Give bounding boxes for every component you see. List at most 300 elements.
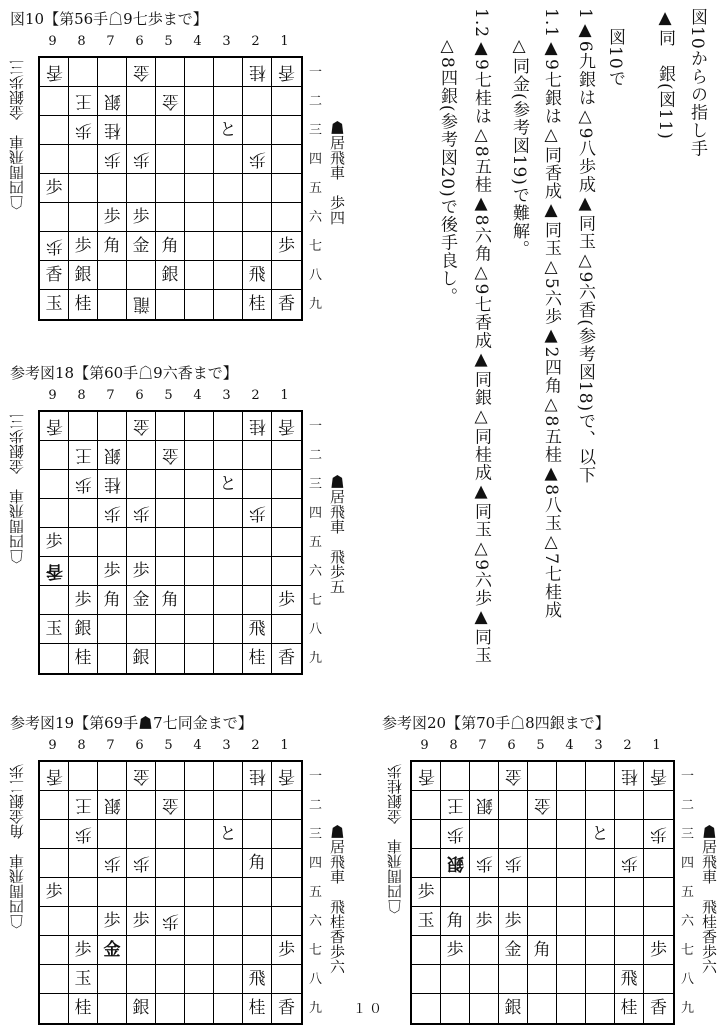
board-square bbox=[69, 470, 98, 499]
board-square bbox=[470, 907, 499, 936]
board-square bbox=[615, 820, 644, 849]
file-label: 7 bbox=[106, 738, 115, 753]
board-square bbox=[185, 232, 214, 261]
board-square bbox=[644, 849, 673, 878]
board-square bbox=[69, 499, 98, 528]
board-square bbox=[185, 174, 214, 203]
board-square bbox=[40, 232, 69, 261]
rank-label: 一 bbox=[309, 769, 323, 784]
gote-piece: 金 bbox=[161, 795, 179, 815]
board-square bbox=[40, 965, 69, 994]
board-square bbox=[272, 116, 301, 145]
sente-piece: 銀 bbox=[132, 648, 150, 668]
board-square bbox=[185, 203, 214, 232]
file-labels bbox=[410, 738, 671, 753]
gote-piece: 龍 bbox=[132, 294, 150, 314]
sente-piece: 歩 bbox=[74, 940, 92, 960]
board-square bbox=[156, 203, 185, 232]
board-square bbox=[243, 528, 272, 557]
sente-hand: ☗居飛車 飛桂香歩六 bbox=[328, 824, 346, 974]
board-square bbox=[69, 644, 98, 673]
board-square bbox=[528, 994, 557, 1023]
file-label: 9 bbox=[420, 738, 429, 753]
board-square bbox=[243, 145, 272, 174]
board-square bbox=[69, 145, 98, 174]
board-square bbox=[185, 878, 214, 907]
board-square bbox=[69, 965, 98, 994]
board-square bbox=[412, 762, 441, 791]
board-square bbox=[615, 849, 644, 878]
gote-piece: 歩 bbox=[132, 503, 150, 523]
board-square bbox=[412, 994, 441, 1023]
gote-piece: 香 bbox=[45, 416, 63, 436]
board-square bbox=[243, 470, 272, 499]
board-square bbox=[644, 965, 673, 994]
gote-piece: 歩 bbox=[103, 149, 121, 169]
board-square bbox=[615, 965, 644, 994]
board-square bbox=[557, 849, 586, 878]
board-square bbox=[98, 849, 127, 878]
board-square bbox=[40, 907, 69, 936]
board-square bbox=[98, 644, 127, 673]
board-square bbox=[127, 849, 156, 878]
board-square bbox=[98, 528, 127, 557]
board-square bbox=[156, 557, 185, 586]
board-square bbox=[557, 965, 586, 994]
board-square bbox=[69, 116, 98, 145]
board-square bbox=[98, 116, 127, 145]
gote-piece: 銀 bbox=[446, 853, 464, 873]
board-square bbox=[470, 994, 499, 1023]
board-square bbox=[185, 936, 214, 965]
board-square bbox=[156, 174, 185, 203]
board-square bbox=[185, 791, 214, 820]
file-label: 3 bbox=[222, 738, 231, 753]
board-square bbox=[470, 820, 499, 849]
rank-label: 八 bbox=[309, 268, 323, 283]
board-square bbox=[185, 58, 214, 87]
sente-piece: 銀 bbox=[74, 619, 92, 639]
board-square bbox=[40, 412, 69, 441]
gote-piece: 歩 bbox=[132, 149, 150, 169]
board-square bbox=[156, 412, 185, 441]
board-square bbox=[499, 849, 528, 878]
board-square bbox=[98, 232, 127, 261]
board-square bbox=[441, 878, 470, 907]
file-label: 2 bbox=[251, 34, 260, 49]
sente-piece: 歩 bbox=[103, 561, 121, 581]
board-square bbox=[156, 849, 185, 878]
rank-label: 六 bbox=[309, 564, 323, 579]
gote-piece: 歩 bbox=[74, 824, 92, 844]
gote-piece: 香 bbox=[278, 62, 295, 82]
board-square bbox=[156, 586, 185, 615]
board-square bbox=[412, 820, 441, 849]
board-square bbox=[243, 412, 272, 441]
file-label: 9 bbox=[48, 388, 57, 403]
gote-piece: 歩 bbox=[161, 911, 179, 931]
board-square bbox=[69, 878, 98, 907]
board-square bbox=[127, 203, 156, 232]
board-square bbox=[214, 994, 243, 1023]
board-square bbox=[98, 965, 127, 994]
board-square bbox=[615, 936, 644, 965]
gote-piece: 香 bbox=[650, 766, 667, 786]
sente-piece: 香 bbox=[278, 998, 295, 1018]
commentary-line-7: 1.2▲9七桂は△8五桂▲8六角△9七香成▲同銀△同桂成▲同玉△9六歩▲同玉 bbox=[471, 8, 491, 665]
board-square bbox=[156, 994, 185, 1023]
sente-piece: 金 bbox=[132, 590, 150, 610]
board-square bbox=[243, 203, 272, 232]
board-square bbox=[586, 936, 615, 965]
board-square bbox=[272, 994, 301, 1023]
board-square bbox=[127, 907, 156, 936]
file-label: 6 bbox=[507, 738, 516, 753]
sente-piece: 歩 bbox=[132, 561, 150, 581]
board-square bbox=[40, 87, 69, 116]
board-square bbox=[40, 145, 69, 174]
board-square bbox=[127, 441, 156, 470]
board-square bbox=[40, 644, 69, 673]
board-square bbox=[499, 965, 528, 994]
gote-piece: 桂 bbox=[620, 766, 638, 786]
gote-piece: 桂 bbox=[103, 474, 121, 494]
board-square bbox=[69, 412, 98, 441]
board-square bbox=[214, 878, 243, 907]
board-square bbox=[127, 994, 156, 1023]
rank-label: 二 bbox=[309, 448, 323, 463]
board-square bbox=[40, 261, 69, 290]
board-square bbox=[156, 145, 185, 174]
file-label: 5 bbox=[164, 34, 173, 49]
board-square bbox=[272, 441, 301, 470]
rank-label: 九 bbox=[309, 651, 323, 666]
board-square bbox=[272, 290, 301, 319]
board-square bbox=[98, 58, 127, 87]
gote-piece: 歩 bbox=[74, 120, 92, 140]
board-square bbox=[185, 528, 214, 557]
sente-piece: 銀 bbox=[161, 265, 179, 285]
board-square bbox=[644, 878, 673, 907]
board-square bbox=[243, 87, 272, 116]
board-square bbox=[528, 849, 557, 878]
board-square bbox=[214, 615, 243, 644]
file-label: 6 bbox=[135, 34, 144, 49]
rank-label: 七 bbox=[309, 943, 323, 958]
board-square bbox=[243, 174, 272, 203]
board-square bbox=[441, 820, 470, 849]
file-label: 8 bbox=[449, 738, 458, 753]
board-square bbox=[40, 936, 69, 965]
board-square bbox=[127, 586, 156, 615]
rank-label: 三 bbox=[309, 477, 323, 492]
board-square bbox=[557, 994, 586, 1023]
file-label: 4 bbox=[565, 738, 574, 753]
board-square bbox=[69, 528, 98, 557]
sente-piece: 歩 bbox=[132, 207, 150, 227]
board-square bbox=[644, 936, 673, 965]
board-square bbox=[98, 145, 127, 174]
board-square bbox=[272, 557, 301, 586]
commentary-line-8: △8四銀(参考図20)で後手良し。 bbox=[437, 36, 457, 306]
gote-piece: 金 bbox=[132, 416, 150, 436]
rank-label: 五 bbox=[681, 885, 695, 900]
board-square bbox=[40, 528, 69, 557]
board-square bbox=[528, 820, 557, 849]
board-square bbox=[156, 528, 185, 557]
sente-piece: 銀 bbox=[132, 998, 150, 1018]
board-square bbox=[214, 586, 243, 615]
board-square bbox=[441, 907, 470, 936]
sente-hand: ☗居飛車 飛桂香歩六 bbox=[700, 824, 718, 974]
rank-label: 五 bbox=[309, 885, 323, 900]
board-square bbox=[499, 791, 528, 820]
board-square bbox=[156, 116, 185, 145]
rank-label: 三 bbox=[681, 827, 695, 842]
board-square bbox=[185, 907, 214, 936]
board-square bbox=[243, 907, 272, 936]
file-label: 1 bbox=[280, 34, 289, 49]
file-label: 6 bbox=[135, 388, 144, 403]
sente-piece: 歩 bbox=[446, 940, 464, 960]
board-square bbox=[185, 261, 214, 290]
gote-piece: 銀 bbox=[103, 445, 121, 465]
page-number: １０ bbox=[353, 1002, 386, 1017]
board-square bbox=[127, 145, 156, 174]
board-square bbox=[156, 261, 185, 290]
file-label: 5 bbox=[536, 738, 545, 753]
board-square bbox=[214, 203, 243, 232]
board-square bbox=[644, 762, 673, 791]
commentary-line-4: 1▲6九銀は△9八歩成▲同玉△9六香(参考図18)で、以下 bbox=[575, 8, 595, 485]
board-square bbox=[243, 820, 272, 849]
file-label: 8 bbox=[77, 738, 86, 753]
board-square bbox=[185, 965, 214, 994]
gote-piece: 銀 bbox=[103, 91, 121, 111]
gote-piece: 金 bbox=[504, 766, 522, 786]
sente-piece: 桂 bbox=[248, 648, 266, 668]
board-square bbox=[412, 907, 441, 936]
sente-piece: 歩 bbox=[45, 532, 63, 552]
file-label: 2 bbox=[251, 738, 260, 753]
board-square bbox=[127, 762, 156, 791]
board-square bbox=[98, 441, 127, 470]
board-square bbox=[412, 849, 441, 878]
board-square bbox=[528, 907, 557, 936]
board-square bbox=[127, 290, 156, 319]
sente-piece: 桂 bbox=[74, 998, 92, 1018]
board-square bbox=[557, 762, 586, 791]
board-square bbox=[557, 791, 586, 820]
board-square bbox=[40, 203, 69, 232]
gote-piece: 桂 bbox=[103, 120, 121, 140]
board-square bbox=[40, 290, 69, 319]
rank-label: 七 bbox=[309, 593, 323, 608]
gote-piece: 金 bbox=[132, 62, 150, 82]
board-square bbox=[272, 232, 301, 261]
sente-piece: 角 bbox=[161, 236, 179, 256]
board-square bbox=[156, 878, 185, 907]
board-square bbox=[272, 145, 301, 174]
board-square bbox=[586, 791, 615, 820]
file-label: 7 bbox=[106, 34, 115, 49]
board-square bbox=[69, 820, 98, 849]
board-square bbox=[243, 965, 272, 994]
board-square bbox=[156, 87, 185, 116]
gote-piece: 歩 bbox=[248, 149, 266, 169]
board-square bbox=[214, 232, 243, 261]
board-square bbox=[40, 116, 69, 145]
board-square bbox=[127, 232, 156, 261]
gote-piece: 銀 bbox=[475, 795, 493, 815]
file-label: 3 bbox=[222, 388, 231, 403]
board-square bbox=[586, 994, 615, 1023]
board-square bbox=[272, 499, 301, 528]
board-square bbox=[69, 994, 98, 1023]
board-square bbox=[214, 441, 243, 470]
sente-piece: 歩 bbox=[132, 911, 150, 931]
sente-piece: 桂 bbox=[248, 294, 266, 314]
board-square bbox=[272, 174, 301, 203]
gote-piece: 金 bbox=[161, 91, 179, 111]
board-square bbox=[644, 791, 673, 820]
sente-hand: ☗居飛車 歩四 bbox=[328, 120, 346, 225]
rank-label: 一 bbox=[309, 419, 323, 434]
rank-label: 六 bbox=[681, 914, 695, 929]
board-square bbox=[185, 615, 214, 644]
board-square bbox=[156, 470, 185, 499]
rank-label: 一 bbox=[309, 65, 323, 80]
board-square bbox=[127, 58, 156, 87]
board-square bbox=[528, 878, 557, 907]
board-square bbox=[214, 528, 243, 557]
sente-hand: ☗居飛車 飛歩五 bbox=[328, 474, 346, 594]
board-square bbox=[470, 849, 499, 878]
board-square bbox=[127, 820, 156, 849]
board-square bbox=[69, 441, 98, 470]
board-square bbox=[499, 994, 528, 1023]
board-square bbox=[272, 936, 301, 965]
sente-piece: 飛 bbox=[248, 619, 266, 639]
board-square bbox=[214, 644, 243, 673]
board-square bbox=[272, 762, 301, 791]
board-square bbox=[272, 528, 301, 557]
board-square bbox=[243, 232, 272, 261]
board-square bbox=[214, 58, 243, 87]
board-square bbox=[586, 878, 615, 907]
sente-piece: 歩 bbox=[650, 940, 667, 960]
board-square bbox=[40, 58, 69, 87]
gote-piece: 歩 bbox=[103, 853, 121, 873]
file-label: 9 bbox=[48, 34, 57, 49]
board-square bbox=[272, 615, 301, 644]
board-square bbox=[243, 849, 272, 878]
board-square bbox=[243, 615, 272, 644]
sente-piece: 香 bbox=[45, 265, 63, 285]
board-square bbox=[127, 528, 156, 557]
gote-piece: 香 bbox=[45, 62, 63, 82]
rank-label: 九 bbox=[309, 1001, 323, 1016]
file-label: 1 bbox=[652, 738, 661, 753]
board-square bbox=[272, 470, 301, 499]
file-label: 4 bbox=[193, 738, 202, 753]
board-square bbox=[156, 615, 185, 644]
board-square bbox=[98, 878, 127, 907]
sente-piece: 歩 bbox=[45, 178, 63, 198]
board-square bbox=[98, 762, 127, 791]
sente-piece: 玉 bbox=[45, 294, 63, 314]
board-square bbox=[69, 615, 98, 644]
sente-piece: 角 bbox=[533, 940, 551, 960]
board-square bbox=[528, 936, 557, 965]
board-square bbox=[69, 87, 98, 116]
board-square bbox=[272, 878, 301, 907]
board-square bbox=[69, 907, 98, 936]
board-square bbox=[243, 644, 272, 673]
rank-label: 二 bbox=[309, 798, 323, 813]
board-square bbox=[127, 261, 156, 290]
diagram-caption: 図10【第56手☖9七歩まで】 bbox=[10, 10, 208, 28]
gote-piece: 王 bbox=[74, 795, 92, 815]
board-square bbox=[156, 290, 185, 319]
sente-piece: 桂 bbox=[74, 648, 92, 668]
board-square bbox=[272, 203, 301, 232]
gote-hand: ☖四間飛車 金銀歩三 bbox=[8, 60, 26, 210]
board-square bbox=[185, 116, 214, 145]
rank-label: 九 bbox=[309, 297, 323, 312]
sente-piece: 角 bbox=[103, 590, 121, 610]
board-square bbox=[98, 412, 127, 441]
board-square bbox=[185, 87, 214, 116]
board-square bbox=[557, 936, 586, 965]
board-square bbox=[615, 878, 644, 907]
sente-piece: 香 bbox=[650, 998, 667, 1018]
board-square bbox=[528, 762, 557, 791]
board-square bbox=[156, 441, 185, 470]
board-square bbox=[69, 232, 98, 261]
board-square bbox=[412, 791, 441, 820]
sente-piece: 飛 bbox=[248, 265, 266, 285]
board-square bbox=[214, 557, 243, 586]
gote-piece: 香 bbox=[278, 416, 295, 436]
rank-label: 六 bbox=[309, 914, 323, 929]
board-square bbox=[470, 791, 499, 820]
sente-piece: 歩 bbox=[278, 590, 295, 610]
board-square bbox=[528, 791, 557, 820]
board-square bbox=[40, 586, 69, 615]
rank-label: 七 bbox=[309, 239, 323, 254]
board-square bbox=[185, 849, 214, 878]
shogi-board bbox=[410, 760, 675, 1025]
board-square bbox=[214, 936, 243, 965]
board-square bbox=[156, 791, 185, 820]
rank-labels bbox=[309, 412, 322, 673]
board-square bbox=[243, 994, 272, 1023]
board-square bbox=[185, 820, 214, 849]
board-square bbox=[243, 557, 272, 586]
board-square bbox=[156, 499, 185, 528]
gote-piece: 香 bbox=[417, 766, 435, 786]
file-labels bbox=[38, 34, 299, 49]
board-square bbox=[272, 791, 301, 820]
board-square bbox=[243, 791, 272, 820]
board-square bbox=[185, 145, 214, 174]
commentary-line-6: △同金(参考図19)で難解。 bbox=[509, 36, 529, 258]
sente-piece: 歩 bbox=[475, 911, 493, 931]
board-square bbox=[185, 762, 214, 791]
sente-piece: 飛 bbox=[248, 969, 266, 989]
file-label: 7 bbox=[478, 738, 487, 753]
